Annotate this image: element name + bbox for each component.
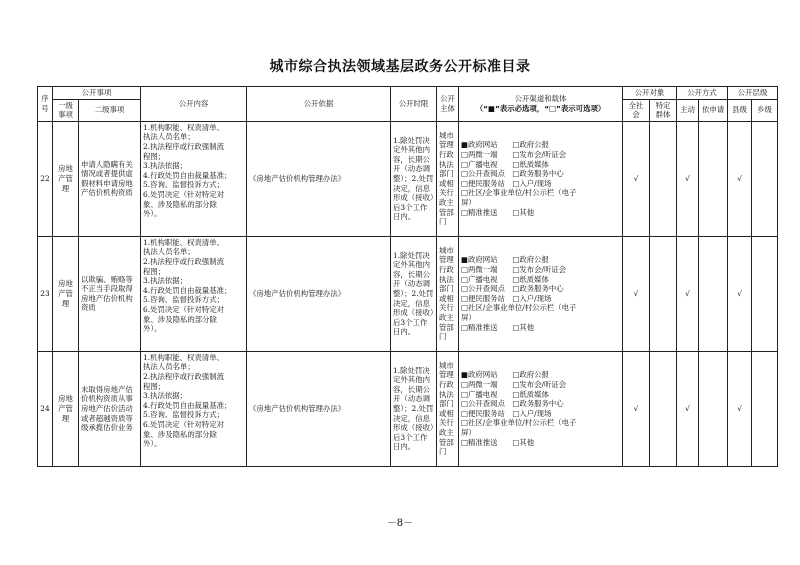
row-level-county: √	[728, 236, 752, 351]
row-channels: ■政府网站 □政府公报 □两微一端 □发布会/听证会 □广播电视 □纸质媒体 □公开查阅点 □政务服务中心 □便民服务站 □入户/现场 □社区/企事业单位/村公示栏（电子 屏） □精准推送 □其他	[459, 121, 623, 236]
row-method-request	[699, 121, 728, 236]
row-basis: 《房地产估价机构管理办法》	[247, 236, 391, 351]
header-channel-note: （“■”表示必选项，“□”表示可选项）	[475, 103, 606, 113]
row-method-active: √	[677, 121, 699, 236]
row-content: 1.机构职能、权责清单、 执法人员名单； 2.执法程序或行政强制流 程图； 3.执法依据； 4.行政处罚自由裁量基准； 5.咨询、监督投诉方式； 6.处罚决定（针对特定对 象、涉及隐私的部分除 外）。	[141, 236, 247, 351]
row-target-all: √	[623, 351, 650, 466]
table-row	[38, 121, 778, 236]
header-level1: 一级事项	[53, 99, 79, 121]
header-target-specific: 特定群体	[650, 99, 677, 121]
row-level1: 房地产管理	[53, 351, 79, 466]
row-seq: 24	[38, 351, 53, 466]
header-level: 公开层级	[728, 87, 778, 100]
row-level-county: √	[728, 351, 752, 466]
row-basis: 《房地产估价机构管理办法》	[247, 121, 391, 236]
row-target-specific	[650, 351, 677, 466]
row-time: 1.除处罚决定外其他内容，长期公开（动态调整）；2.处罚决定，信息形成（接收）后3个工作日内。	[391, 351, 437, 466]
row-seq: 23	[38, 236, 53, 351]
row-level2: 未取得房地产估价机构资质从事房地产估价活动或者超越资质等级承揽估价业务	[79, 351, 141, 466]
header-content: 公开内容	[141, 87, 247, 122]
row-target-specific	[650, 121, 677, 236]
row-level-township	[752, 121, 778, 236]
row-time: 1.除处罚决定外其他内容，长期公开（动态调整）；2.处罚决定，信息形成（接收）后3个工作日内。	[391, 236, 437, 351]
header-level-township: 乡级	[752, 99, 778, 121]
header-subject: 公开主体	[437, 87, 459, 122]
row-basis: 《房地产估价机构管理办法》	[247, 351, 391, 466]
row-level-township	[752, 351, 778, 466]
row-method-request	[699, 351, 728, 466]
header-channel	[459, 87, 623, 122]
row-channels: ■政府网站 □政府公报 □两微一端 □发布会/听证会 □广播电视 □纸质媒体 □公开查阅点 □政务服务中心 □便民服务站 □入户/现场 □社区/企事业单位/村公示栏（电子 屏） □精准推送 □其他	[459, 351, 623, 466]
row-target-all: √	[623, 236, 650, 351]
row-subject: 城市管理行政执法部门或相关行政主管部门	[437, 236, 459, 351]
row-level1: 房地产管理	[53, 236, 79, 351]
row-subject: 城市管理行政执法部门或相关行政主管部门	[437, 121, 459, 236]
row-content: 1.机构职能、权责清单、 执法人员名单； 2.执法程序或行政强制流 程图； 3.执法依据； 4.行政处罚自由裁量基准； 5.咨询、监督投诉方式； 6.处罚决定（针对特定对 象、涉及隐私的部分除 外）。	[141, 121, 247, 236]
standard-catalog-table	[37, 86, 778, 467]
row-level1: 房地产管理	[53, 121, 79, 236]
table-row	[38, 351, 778, 466]
row-target-specific	[650, 236, 677, 351]
row-level2: 申请人隐瞒有关情况或者提供虚假材料申请房地产估价机构资质	[79, 121, 141, 236]
header-basis: 公开依据	[247, 87, 391, 122]
header-channel-title: 公开渠道和载体	[514, 94, 567, 104]
row-method-request	[699, 236, 728, 351]
row-content: 1.机构职能、权责清单、 执法人员名单； 2.执法程序或行政强制流 程图； 3.执法依据； 4.行政处罚自由裁量基准； 5.咨询、监督投诉方式； 6.处罚决定（针对特定对 象、涉及隐私的部分除 外）。	[141, 351, 247, 466]
header-target: 公开对象	[623, 87, 677, 100]
row-level-township	[752, 236, 778, 351]
header-level-county: 县级	[728, 99, 752, 121]
row-channels: ■政府网站 □政府公报 □两微一端 □发布会/听证会 □广播电视 □纸质媒体 □公开查阅点 □政务服务中心 □便民服务站 □入户/现场 □社区/企事业单位/村公示栏（电子 屏） □精准推送 □其他	[459, 236, 623, 351]
row-target-all: √	[623, 121, 650, 236]
row-time: 1.除处罚决定外其他内容，长期公开（动态调整）；2.处罚决定，信息形成（接收）后3个工作日内。	[391, 121, 437, 236]
row-subject: 城市管理行政执法部门或相关行政主管部门	[437, 351, 459, 466]
page-title: 城市综合执法领域基层政务公开标准目录	[269, 59, 531, 75]
header-time: 公开时限	[391, 87, 437, 122]
header-level2: 二级事项	[79, 99, 141, 121]
header-method-request: 依申请	[699, 99, 728, 121]
row-seq: 22	[38, 121, 53, 236]
row-method-active: √	[677, 236, 699, 351]
page-number: －8－	[386, 518, 414, 529]
table-row	[38, 236, 778, 351]
row-level-county: √	[728, 121, 752, 236]
row-level2: 以欺骗、贿赂等不正当手段取得房地产估价机构资质	[79, 236, 141, 351]
header-target-all: 全社会	[623, 99, 650, 121]
row-method-active: √	[677, 351, 699, 466]
header-seq: 序号	[38, 87, 53, 122]
header-method: 公开方式	[677, 87, 728, 100]
header-method-active: 主动	[677, 99, 699, 121]
header-matters: 公开事项	[53, 87, 141, 100]
